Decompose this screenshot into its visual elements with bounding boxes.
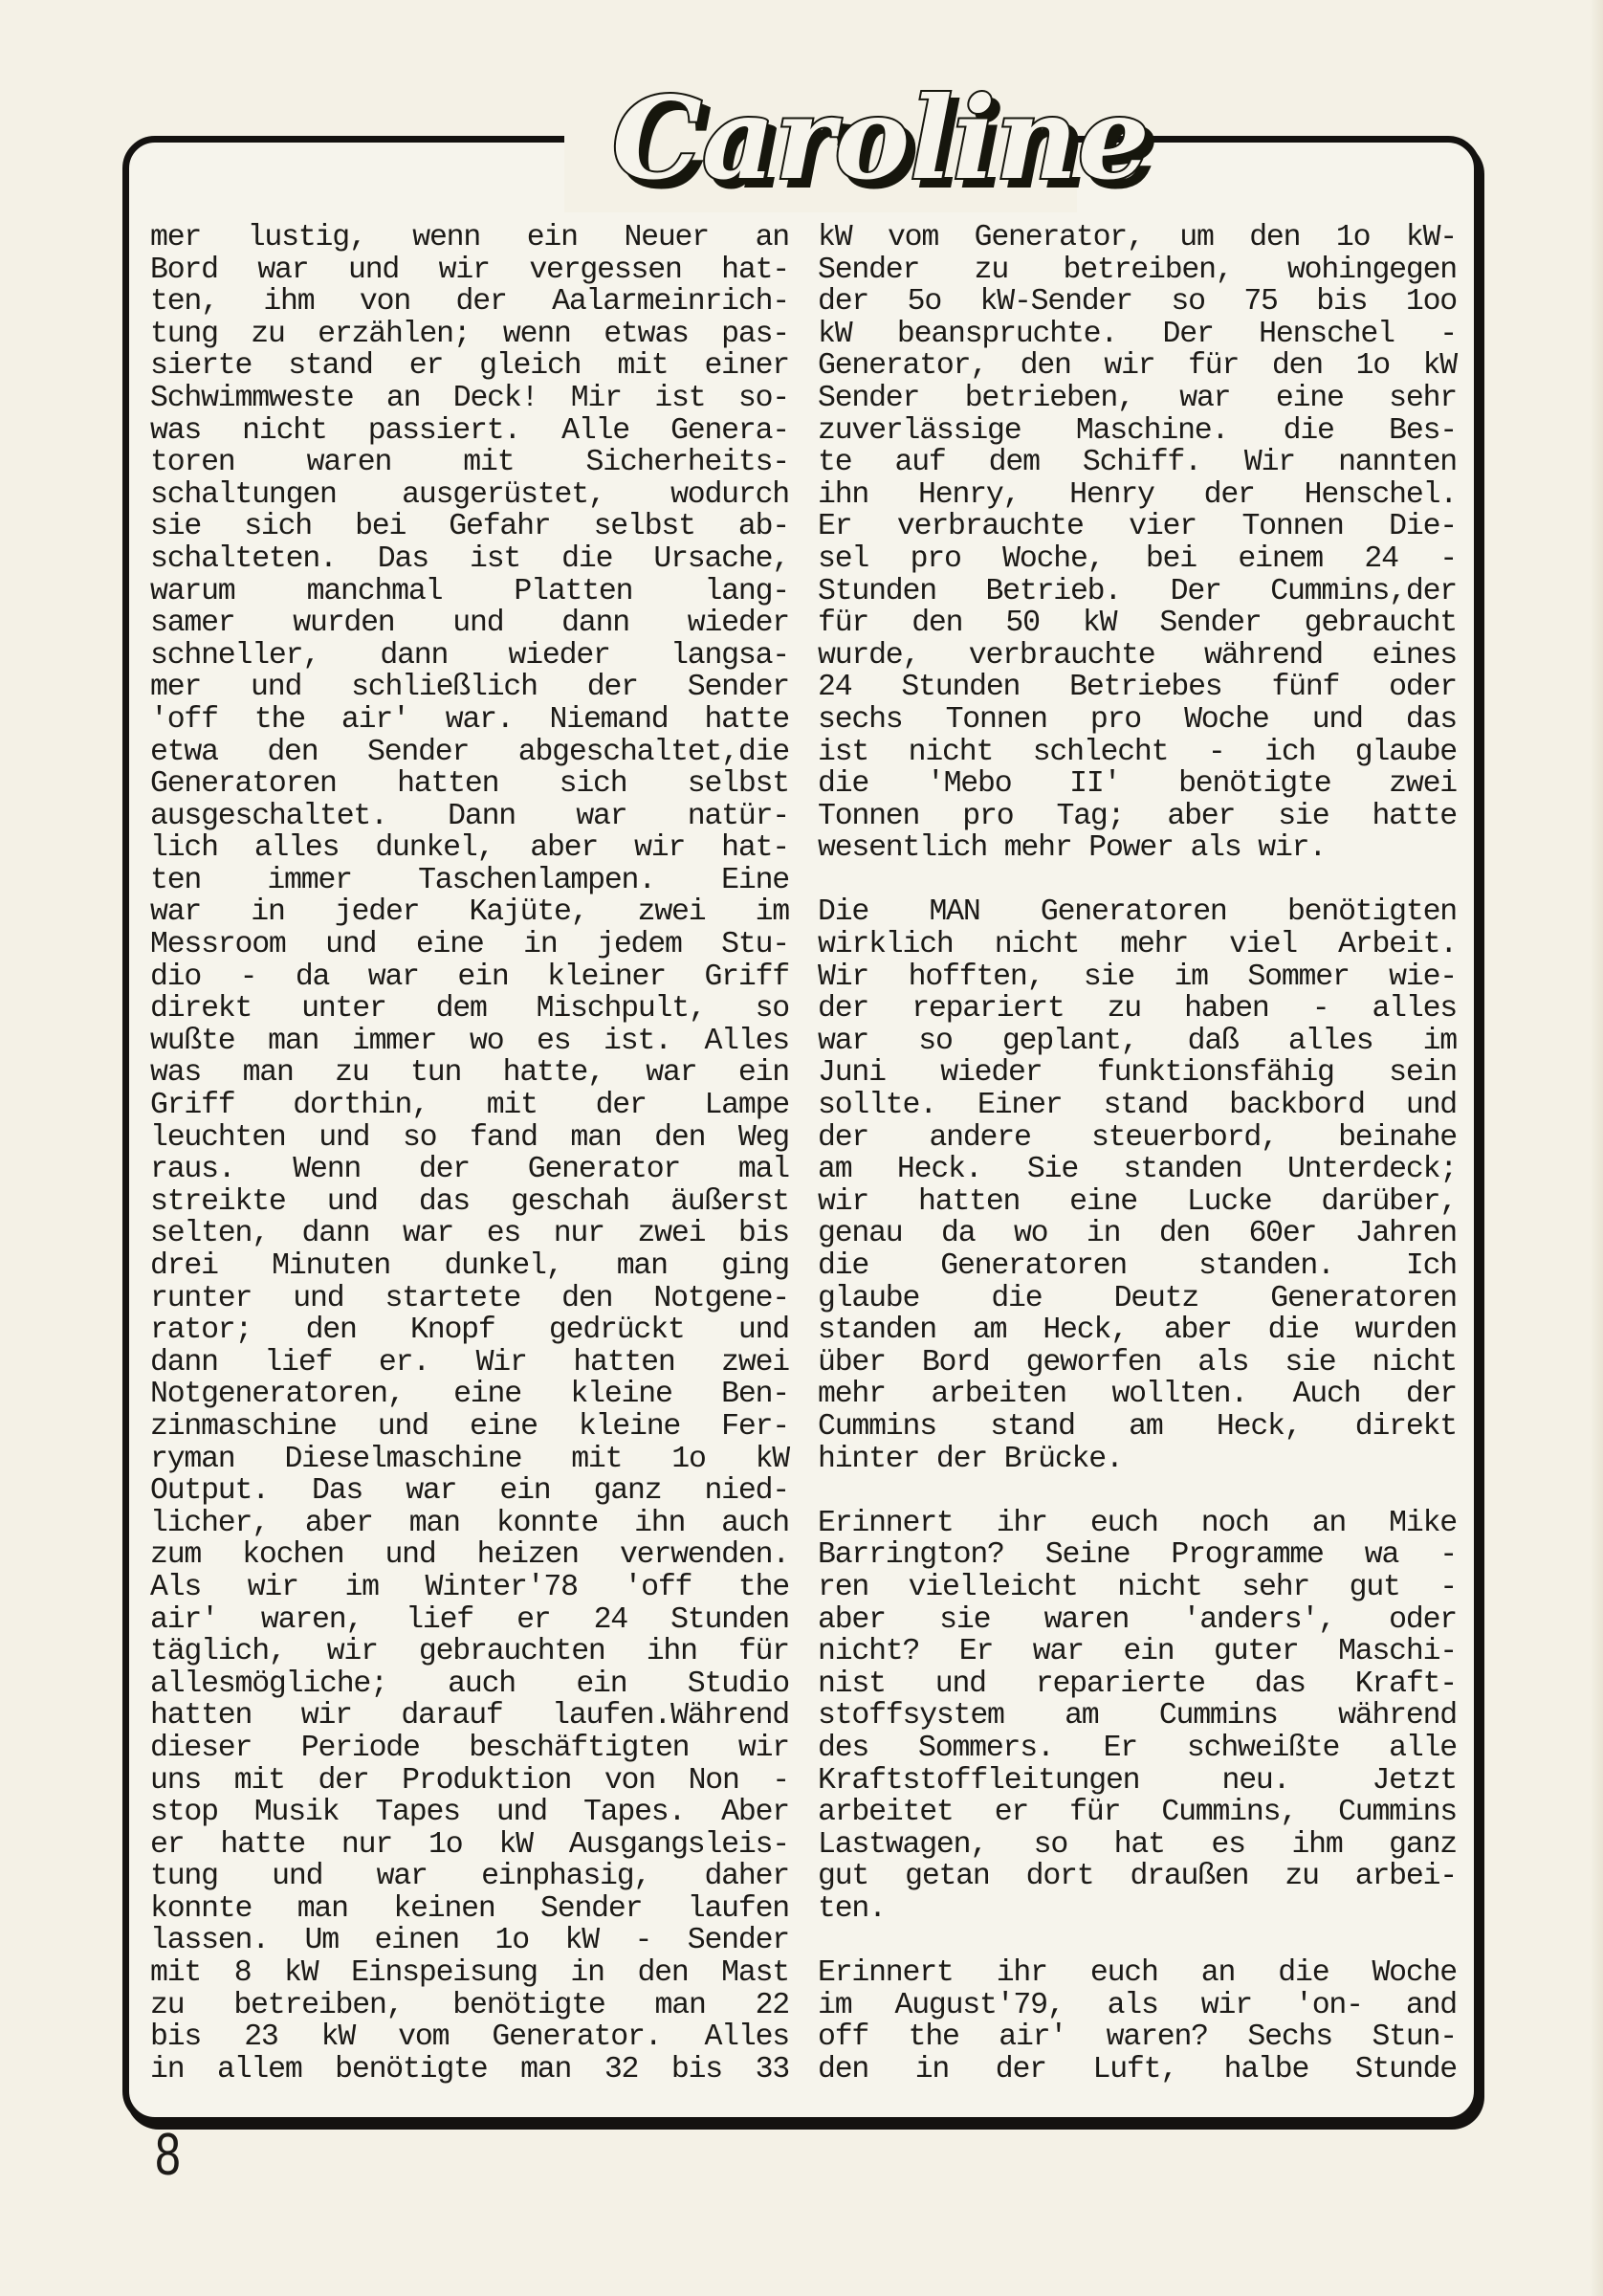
text-line: ten immer Taschenlampen. Eine [150,863,789,897]
text-line: genau da wo in den 60er Jahren [818,1217,1457,1251]
text-line: streikte und das geschah äußerst [150,1184,789,1219]
text-line: schneller, dann wieder langsa- [150,638,789,673]
caroline-logo [564,69,1150,212]
text-line: er hatte nur 1o kW Ausgangsleis- [150,1827,789,1862]
text-line: licher, aber man konnte ihn auch [150,1506,789,1540]
text-line: kW beanspruchte. Der Henschel - [818,317,1457,351]
text-line: Cummins stand am Heck, direkt [818,1409,1457,1444]
text-line: in allem benötigte man 32 bis 33 [150,2052,789,2086]
text-line: mit 8 kW Einspeisung in den Mast [150,1956,789,1991]
text-line: aber sie waren 'anders', oder [818,1602,1457,1637]
page-number: 8 [155,2122,181,2188]
text-line: schaltungen ausgerüstet, wodurch [150,477,789,512]
text-line: kW vom Generator, um den 1o kW- [818,221,1457,254]
text-line: Generator, den wir für den 1o kW [818,349,1457,384]
text-line: mehr arbeiten wollten. Auch der [818,1378,1457,1412]
text-line: im August'79, als wir 'on- and [818,1988,1457,2022]
text-line: Sender zu betreiben, wohingegen [818,253,1457,287]
text-line: sechs Tonnen pro Woche und das [818,702,1457,737]
text-line: ryman Dieselmaschine mit 1o kW [150,1442,789,1476]
text-line: über Bord geworfen als sie nicht [818,1345,1457,1380]
text-line: Stunden Betrieb. Der Cummins,der [818,574,1457,608]
text-line: lassen. Um einen 1o kW - Sender [150,1924,789,1958]
text-line: des Sommers. Er schweißte alle [818,1731,1457,1765]
caroline-logo-graphic [582,69,1150,212]
text-line: sie sich bei Gefahr selbst ab- [150,510,789,544]
text-line: toren waren mit Sicherheits- [150,446,789,480]
text-line: Generatoren hatten sich selbst [150,767,789,802]
text-line: am Heck. Sie standen Unterdeck; [818,1153,1457,1187]
text-line: mer lustig, wenn ein Neuer an [150,221,789,254]
text-line: Erinnert ihr euch an die Woche [818,1956,1457,1991]
text-line: Messroom und eine in jedem Stu- [150,928,789,962]
text-line: hatten wir darauf laufen.Während [150,1699,789,1733]
text-line: lich alles dunkel, aber wir hat- [150,831,789,866]
text-line: wußte man immer wo es ist. Alles [150,1024,789,1058]
text-line: uns mit der Produktion von Non - [150,1763,789,1798]
text-line: Kraftstoffleitungen neu. Jetzt [818,1763,1457,1798]
text-line: Als wir im Winter'78 'off the [150,1570,789,1604]
text-line: zum kochen und heizen verwenden. [150,1538,789,1573]
text-line: Bord war und wir vergessen hat- [150,253,789,287]
text-line: air' waren, lief er 24 Stunden [150,1602,789,1637]
text-line: Griff dorthin, mit der Lampe [150,1089,789,1123]
text-line: Schwimmweste an Deck! Mir ist so- [150,381,789,415]
text-line: Barrington? Seine Programme wa - [818,1538,1457,1573]
text-line: sollte. Einer stand backbord und [818,1089,1457,1123]
text-line: dio - da war ein kleiner Griff [150,960,789,994]
text-line: direkt unter dem Mischpult, so [150,992,789,1027]
text-line: raus. Wenn der Generator mal [150,1153,789,1187]
text-line: was nicht passiert. Alle Genera- [150,413,789,448]
text-line: mer und schließlich der Sender [150,671,789,705]
paragraph-gap [818,1475,1457,1508]
text-line: nicht? Er war ein guter Maschi- [818,1635,1457,1669]
paragraph-gap [818,865,1457,897]
text-line: was man zu tun hatte, war ein [150,1056,789,1091]
text-line: tung und war einphasig, daher [150,1860,789,1894]
text-line: ren vielleicht nicht sehr gut - [818,1570,1457,1604]
text-line: der repariert zu haben - alles [818,992,1457,1027]
text-line: der andere steuerbord, beinahe [818,1120,1457,1155]
text-line: standen am Heck, aber die wurden [818,1314,1457,1348]
text-line: stoffsystem am Cummins während [818,1699,1457,1733]
text-line: off the air' waren? Sechs Stun- [818,2020,1457,2055]
text-line: samer wurden und dann wieder [150,607,789,641]
text-line: Juni wieder funktionsfähig sein [818,1056,1457,1091]
text-line: schalteten. Das ist die Ursache, [150,541,789,576]
text-line: bis 23 kW vom Generator. Alles [150,2020,789,2055]
text-line: sierte stand er gleich mit einer [150,349,789,384]
text-line: zu betreiben, benötigte man 22 [150,1988,789,2022]
text-line: wirklich nicht mehr viel Arbeit. [818,928,1457,962]
paragraph-gap [818,1925,1457,1957]
text-line: den in der Luft, halbe Stunde [818,2052,1457,2086]
text-line: war in jeder Kajüte, zwei im [150,895,789,930]
text-line: Lastwagen, so hat es ihm ganz [818,1827,1457,1862]
article-column-right [818,222,1457,2086]
text-line: dieser Periode beschäftigten wir [150,1731,789,1765]
text-line: warum manchmal Platten lang- [150,574,789,608]
text-line: Er verbrauchte vier Tonnen Die- [818,510,1457,544]
text-line: nist und reparierte das Kraft- [818,1667,1457,1701]
text-line: drei Minuten dunkel, man ging [150,1249,789,1283]
text-line: wurde, verbrauchte während eines [818,638,1457,673]
text-line: arbeitet er für Cummins, Cummins [818,1796,1457,1830]
article-column-left [150,222,789,2086]
text-line: glaube die Deutz Generatoren [818,1281,1457,1315]
text-line: zuverlässige Maschine. die Bes- [818,413,1457,448]
text-line: 'off the air' war. Niemand hatte [150,702,789,737]
text-line: gut getan dort draußen zu arbei- [818,1860,1457,1894]
text-line: Notgeneratoren, eine kleine Ben- [150,1378,789,1412]
text-line: ten, ihm von der Aalarmeinrich- [150,285,789,320]
text-line: die Generatoren standen. Ich [818,1249,1457,1283]
paper-edge [1590,0,1603,2296]
text-line: war so geplant, daß alles im [818,1024,1457,1058]
text-line: Sender betrieben, war eine sehr [818,381,1457,415]
text-line: Erinnert ihr euch noch an Mike [818,1506,1457,1540]
text-line: Wir hofften, sie im Sommer wie- [818,960,1457,994]
text-line: selten, dann war es nur zwei bis [150,1217,789,1251]
text-line: für den 50 kW Sender gebraucht [818,607,1457,641]
text-line: wesentlich mehr Power als wir. [818,831,1327,866]
text-line: 24 Stunden Betriebes fünf oder [818,671,1457,705]
text-line: Die MAN Generatoren benötigten [818,895,1457,930]
text-line: hinter der Brücke. [818,1442,1123,1476]
text-line: sel pro Woche, bei einem 24 - [818,541,1457,576]
text-line: te auf dem Schiff. Wir nannten [818,446,1457,480]
text-line: tung zu erzählen; wenn etwas pas- [150,317,789,351]
text-line: ihn Henry, Henry der Henschel. [818,477,1457,512]
text-line: wir hatten eine Lucke darüber, [818,1184,1457,1219]
text-line: leuchten und so fand man den Weg [150,1120,789,1155]
text-line: die 'Mebo II' benötigte zwei [818,767,1457,802]
text-line: Output. Das war ein ganz nied- [150,1474,789,1509]
text-line: ausgeschaltet. Dann war natür- [150,799,789,833]
text-line: runter und startete den Notgene- [150,1281,789,1315]
text-line: rator; den Knopf gedrückt und [150,1314,789,1348]
text-line: zinmaschine und eine kleine Fer- [150,1409,789,1444]
text-line: stop Musik Tapes und Tapes. Aber [150,1796,789,1830]
text-line: etwa den Sender abgeschaltet,die [150,735,789,769]
text-line: der 5o kW-Sender so 75 bis 1oo [818,285,1457,320]
text-line: täglich, wir gebrauchten ihn für [150,1635,789,1669]
text-line: Tonnen pro Tag; aber sie hatte [818,799,1457,833]
text-line: allesmögliche; auch ein Studio [150,1667,789,1701]
logo-text: Caroline [612,72,1150,205]
text-line: ist nicht schlecht - ich glaube [818,735,1457,769]
text-line: konnte man keinen Sender laufen [150,1891,789,1926]
text-line: ten. [818,1891,886,1926]
text-line: dann lief er. Wir hatten zwei [150,1345,789,1380]
